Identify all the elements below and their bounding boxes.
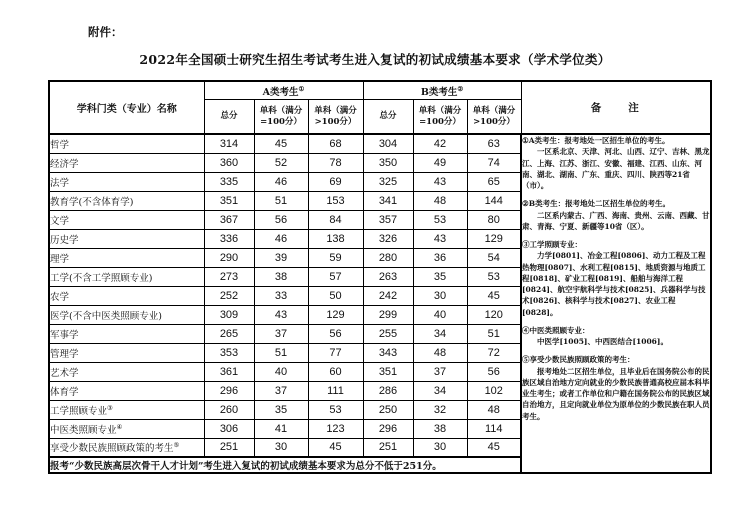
score-cell: 350 <box>363 153 413 172</box>
score-cell: 30 <box>254 438 308 457</box>
col-header-a-total: 总分 <box>204 100 254 135</box>
score-cell: 265 <box>204 324 254 343</box>
score-cell: 56 <box>467 362 521 381</box>
score-cell: 280 <box>363 248 413 267</box>
remarks-paragraph: 力学[0801]、冶金工程[0806]、动力工程及工程热物理[0807]、水利工程[0815]、地质资源与地质工程[0818]、矿业工程[0819]、船舶与海洋工程[0824]、航空宇航科学与技术[0825]、兵器科学与技术[0826]、核科学与技术[0827]、农业工程[0828]。 <box>522 251 706 317</box>
score-cell: 78 <box>308 153 363 172</box>
remarks-paragraph: 二区系内蒙古、广西、海南、贵州、云南、西藏、甘肃、青海、宁夏、新疆等10省（区）。 <box>522 210 710 231</box>
score-cell: 129 <box>467 229 521 248</box>
score-cell: 250 <box>363 400 413 419</box>
score-cell: 45 <box>254 134 308 153</box>
score-cell: 46 <box>254 172 308 191</box>
header-row-groups <box>49 81 711 100</box>
group-b-label: B类考生 <box>420 86 458 98</box>
score-cell: 60 <box>308 362 363 381</box>
row-label-cell <box>49 305 204 324</box>
score-cell: 296 <box>204 381 254 400</box>
row-footnote-ref: ⑤ <box>173 441 180 450</box>
remarks-paragraph: ①A类考生：报考地处一区招生单位的考生。 <box>522 136 670 145</box>
row-label-cell <box>49 419 204 438</box>
score-cell: 353 <box>204 343 254 362</box>
row-label-cell <box>49 229 204 248</box>
score-cell: 63 <box>467 134 521 153</box>
remarks-paragraph: 一区系北京、天津、河北、山西、辽宁、吉林、黑龙江、上海、江苏、浙江、安徽、福建、江西、山东、河南、湖北、湖南、广东、重庆、四川、陕西等21省（市）。 <box>522 147 710 190</box>
score-cell: 120 <box>467 305 521 324</box>
row-label-cell <box>49 438 204 457</box>
score-cell: 32 <box>413 400 467 419</box>
score-cell: 263 <box>363 267 413 286</box>
table-row <box>49 134 711 153</box>
score-cell: 367 <box>204 210 254 229</box>
score-cell: 51 <box>254 191 308 210</box>
score-cell: 51 <box>254 343 308 362</box>
score-cell: 255 <box>363 324 413 343</box>
score-cell: 30 <box>413 286 467 305</box>
score-cell: 335 <box>204 172 254 191</box>
score-cell: 325 <box>363 172 413 191</box>
score-cell: 251 <box>204 438 254 457</box>
row-label-cell <box>49 362 204 381</box>
score-cell: 46 <box>254 229 308 248</box>
page-title: 2022年全国硕士研究生招生考试考生进入复试的初试成绩基本要求（学术学位类） <box>139 52 611 67</box>
score-cell: 68 <box>308 134 363 153</box>
col-header-a-single-100: 单科（满分=100分） <box>254 100 308 135</box>
score-cell: 41 <box>254 419 308 438</box>
score-cell: 48 <box>467 400 521 419</box>
score-cell: 306 <box>204 419 254 438</box>
score-cell: 326 <box>363 229 413 248</box>
row-label: 管理学 <box>50 348 79 360</box>
score-cell: 72 <box>467 343 521 362</box>
score-cell: 299 <box>363 305 413 324</box>
score-cell: 273 <box>204 267 254 286</box>
score-cell: 309 <box>204 305 254 324</box>
score-cell: 53 <box>413 210 467 229</box>
row-label: 医学(不含中医类照顾专业) <box>50 310 162 322</box>
score-cell: 35 <box>254 400 308 419</box>
row-label-cell <box>49 286 204 305</box>
score-cell: 33 <box>254 286 308 305</box>
score-cell: 336 <box>204 229 254 248</box>
score-cell: 45 <box>467 286 521 305</box>
row-label-cell <box>49 324 204 343</box>
col-header-b-total: 总分 <box>363 100 413 135</box>
score-cell: 48 <box>413 343 467 362</box>
row-label-cell <box>49 210 204 229</box>
score-cell: 54 <box>467 248 521 267</box>
score-cell: 77 <box>308 343 363 362</box>
row-footnote-ref: ③ <box>107 403 113 412</box>
attachment-label: 附件： <box>88 25 123 39</box>
score-cell: 40 <box>254 362 308 381</box>
remarks-paragraph: 中医学[1005]、中西医结合[1006]。 <box>537 337 668 346</box>
score-cell: 251 <box>363 438 413 457</box>
score-cell: 153 <box>308 191 363 210</box>
row-label: 工学(不含工学照顾专业) <box>50 272 153 284</box>
score-cell: 138 <box>308 229 363 248</box>
score-cell: 35 <box>413 267 467 286</box>
remarks-paragraph: ②B类考生：报考地处二区招生单位的考生。 <box>522 199 671 209</box>
score-cell: 42 <box>413 134 467 153</box>
score-cell: 304 <box>363 134 413 153</box>
row-label-cell <box>49 134 204 153</box>
col-header-group-b <box>363 81 521 100</box>
score-table <box>48 80 712 474</box>
score-cell: 50 <box>308 286 363 305</box>
row-label: 工学照顾专业 <box>50 405 108 417</box>
score-cell: 37 <box>413 362 467 381</box>
score-cell: 69 <box>308 172 363 191</box>
score-cell: 52 <box>254 153 308 172</box>
score-cell: 357 <box>363 210 413 229</box>
score-cell: 351 <box>204 191 254 210</box>
score-cell: 111 <box>308 381 363 400</box>
score-cell: 38 <box>254 267 308 286</box>
row-label: 经济学 <box>50 158 79 170</box>
score-cell: 37 <box>254 381 308 400</box>
score-cell: 314 <box>204 134 254 153</box>
score-cell: 252 <box>204 286 254 305</box>
col-header-b-single-gt100: 单科（满分>100分） <box>467 100 521 135</box>
score-cell: 37 <box>254 324 308 343</box>
score-cell: 59 <box>308 248 363 267</box>
score-cell: 102 <box>467 381 521 400</box>
score-cell: 360 <box>204 153 254 172</box>
row-label: 文学 <box>50 215 70 227</box>
score-cell: 39 <box>254 248 308 267</box>
row-label-cell <box>49 400 204 419</box>
row-label-cell <box>49 248 204 267</box>
row-label-cell <box>49 381 204 400</box>
score-cell: 36 <box>413 248 467 267</box>
score-cell: 53 <box>308 400 363 419</box>
group-a-footnote-ref: ① <box>298 84 305 93</box>
score-cell: 45 <box>308 438 363 457</box>
score-cell: 45 <box>467 438 521 457</box>
col-header-a-single-gt100: 单科（满分>100分） <box>308 100 363 135</box>
score-cell: 48 <box>413 191 467 210</box>
remarks-paragraph: ④中医类照顾专业： <box>522 325 590 335</box>
col-header-group-a <box>204 81 363 100</box>
score-cell: 361 <box>204 362 254 381</box>
score-cell: 80 <box>467 210 521 229</box>
score-cell: 296 <box>363 419 413 438</box>
col-header-remarks: 备 注 <box>521 81 711 134</box>
remarks-paragraph: ③工学照顾专业： <box>522 240 582 249</box>
footnote-cell: 报考“少数民族高层次骨干人才计划”考生进入复试的初试成绩基本要求为总分不低于251分。 <box>49 457 521 473</box>
remarks-cell <box>521 134 711 473</box>
row-label: 历史学 <box>50 234 79 246</box>
row-label: 艺术学 <box>50 367 79 379</box>
score-cell: 144 <box>467 191 521 210</box>
group-b-footnote-ref: ② <box>457 84 464 93</box>
group-a-label: A类考生 <box>262 86 299 98</box>
row-footnote-ref: ④ <box>116 422 123 431</box>
row-label: 哲学 <box>50 139 70 151</box>
remarks-paragraph: 报考地处二区招生单位，且毕业后在国务院公布的民族区域自治地方定向就业的少数民族普通高校应届本科毕业生考生；或者工作单位和户籍在国务院公布的民族区域自治地方，且定向就业单位为原单位的少数民族在职人员考生。 <box>522 366 710 421</box>
score-cell: 341 <box>363 191 413 210</box>
row-label: 军事学 <box>50 329 79 341</box>
score-cell: 84 <box>308 210 363 229</box>
row-label: 农学 <box>50 291 70 303</box>
row-label: 中医类照顾专业 <box>50 424 117 436</box>
row-label: 法学 <box>50 177 70 189</box>
score-cell: 43 <box>413 229 467 248</box>
score-cell: 242 <box>363 286 413 305</box>
col-header-b-single-100: 单科（满分=100分） <box>413 100 467 135</box>
row-label-cell <box>49 343 204 362</box>
score-cell: 57 <box>308 267 363 286</box>
row-label: 享受少数民族照顾政策的考生 <box>50 443 174 455</box>
score-cell: 56 <box>254 210 308 229</box>
score-cell: 286 <box>363 381 413 400</box>
row-label: 理学 <box>50 253 70 265</box>
score-cell: 53 <box>467 267 521 286</box>
score-cell: 43 <box>254 305 308 324</box>
score-cell: 351 <box>363 362 413 381</box>
score-cell: 30 <box>413 438 467 457</box>
score-cell: 343 <box>363 343 413 362</box>
col-header-category: 学科门类（专业）名称 <box>49 81 204 134</box>
row-label: 体育学 <box>50 386 79 398</box>
score-cell: 34 <box>413 324 467 343</box>
score-cell: 43 <box>413 172 467 191</box>
score-cell: 34 <box>413 381 467 400</box>
score-cell: 40 <box>413 305 467 324</box>
score-cell: 123 <box>308 419 363 438</box>
row-label-cell <box>49 191 204 210</box>
score-cell: 74 <box>467 153 521 172</box>
score-cell: 260 <box>204 400 254 419</box>
score-cell: 129 <box>308 305 363 324</box>
score-cell: 38 <box>413 419 467 438</box>
remarks-paragraph: ⑤享受少数民族照顾政策的考生： <box>522 355 635 365</box>
row-label: 教育学(不含体育学) <box>50 196 134 208</box>
score-cell: 49 <box>413 153 467 172</box>
score-cell: 114 <box>467 419 521 438</box>
row-label-cell <box>49 153 204 172</box>
row-label-cell <box>49 172 204 191</box>
score-cell: 56 <box>308 324 363 343</box>
row-label-cell <box>49 267 204 286</box>
score-cell: 51 <box>467 324 521 343</box>
score-cell: 290 <box>204 248 254 267</box>
score-cell: 65 <box>467 172 521 191</box>
table-body <box>49 134 711 473</box>
